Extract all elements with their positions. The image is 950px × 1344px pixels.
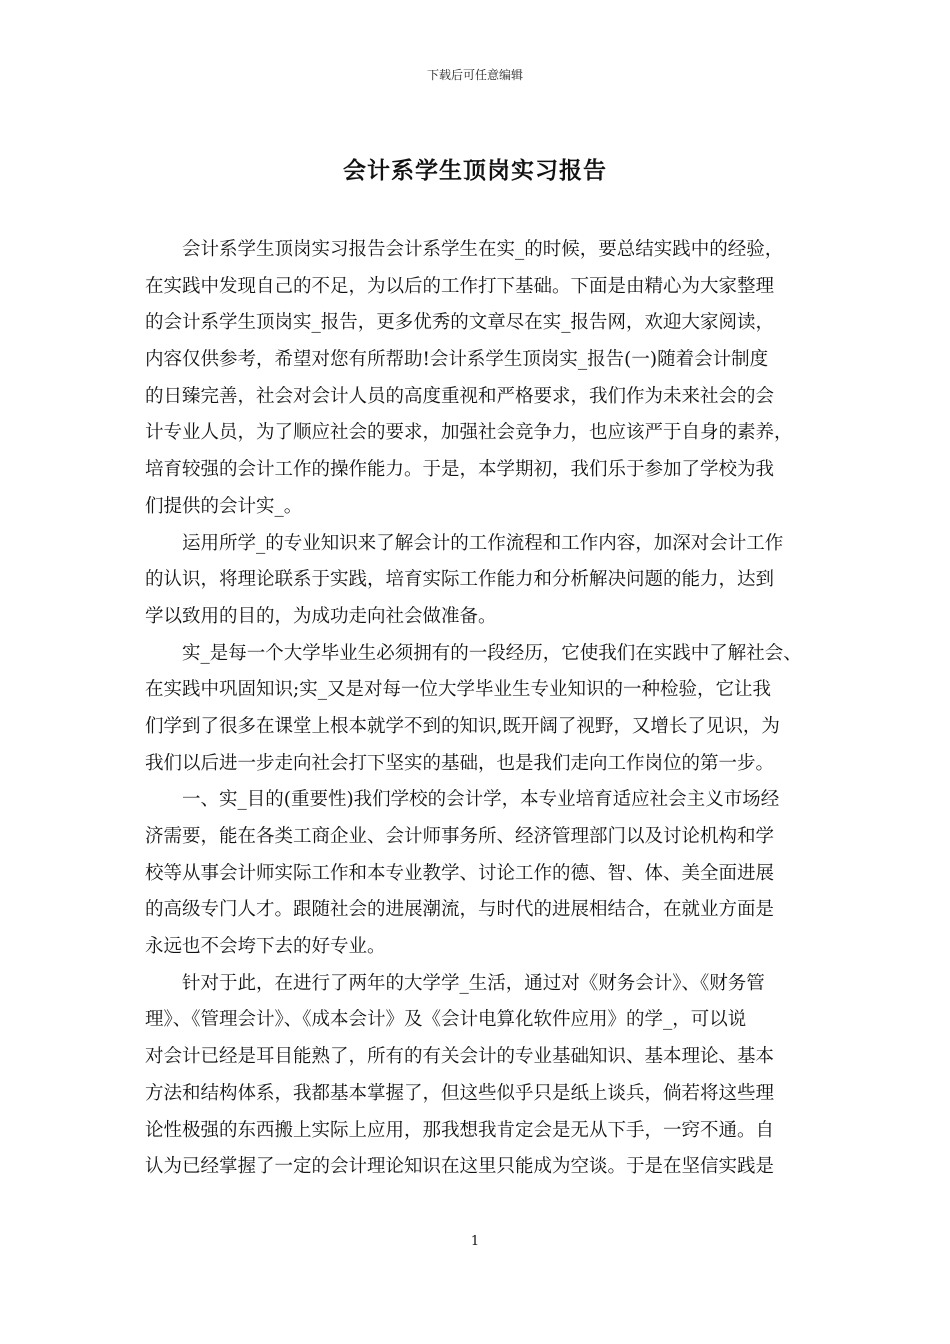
text-line: 们提供的会计实_。: [145, 495, 303, 517]
text-line: 实_是每一个大学毕业生必须拥有的一段经历，它使我们在实践中了解社会、: [182, 642, 802, 664]
text-line: 校等从事会计师实际工作和本专业教学、讨论工作的德、智、体、美全面进展: [145, 862, 775, 884]
text-line: 永远也不会垮下去的好专业。: [145, 936, 386, 958]
text-line: 方法和结构体系，我都基本掌握了，但这些似乎只是纸上谈兵，倘若将这些理: [145, 1082, 775, 1104]
text-line: 认为已经掌握了一定的会计理论知识在这里只能成为空谈。于是在坚信实践是: [145, 1156, 775, 1178]
text-line: 我们以后进一步走向社会打下坚实的基础，也是我们走向工作岗位的第一步。: [145, 752, 775, 774]
text-line: 济需要，能在各类工商企业、会计师事务所、经济管理部门以及讨论机构和学: [145, 826, 775, 847]
text-line: 在实践中发现自己的不足，为以后的工作打下基础。下面是由精心为大家整理: [145, 275, 775, 297]
document-body: [145, 232, 810, 1186]
text-line: 的会计系学生顶岗实_报告，更多优秀的文章尽在实_报告网，欢迎大家阅读，: [145, 312, 775, 334]
text-line: 的认识，将理论联系于实践，培育实际工作能力和分析解决问题的能力，达到: [145, 569, 775, 591]
text-line: 内容仅供参考，希望对您有所帮助!会计系学生顶岗实_报告(一)随着会计制度: [145, 349, 769, 371]
text-line: 计专业人员，为了顺应社会的要求，加强社会竞争力，也应该严于自身的素养，: [145, 422, 793, 444]
text-line: 的日臻完善，社会对会计人员的高度重视和严格要求，我们作为未来社会的会: [145, 385, 775, 407]
text-line: 的高级专门人才。跟随社会的进展潮流，与时代的进展相结合，在就业方面是: [145, 899, 775, 921]
text-line: 针对于此，在进行了两年的大学学_生活，通过对《财务会计》、《财务管: [182, 972, 765, 994]
text-line: 运用所学_的专业知识来了解会计的工作流程和工作内容，加深对会计工作: [182, 532, 784, 554]
document-title: 会计系学生顶岗实习报告: [343, 158, 607, 184]
text-line: 对会计已经是耳目能熟了，所有的有关会计的专业基础知识、基本理论、基本: [145, 1046, 775, 1068]
text-line: 在实践中巩固知识;实_又是对每一位大学毕业生专业知识的一种检验，它让我: [145, 679, 771, 701]
text-line: 论性极强的东西搬上实际上应用，那我想我肯定会是无从下手，一窍不通。自: [145, 1119, 775, 1141]
text-line: 们学到了很多在课堂上根本就学不到的知识,既开阔了视野，又增长了见识，为: [145, 715, 780, 737]
text-line: 一、实_目的(重要性)我们学校的会计学，本专业培育适应社会主义市场经: [182, 789, 780, 811]
text-line: 培育较强的会计工作的操作能力。于是，本学期初，我们乐于参加了学校为我: [145, 459, 775, 481]
header-note: 下载后可任意编辑: [426, 68, 523, 82]
page-number: 1: [470, 1234, 480, 1249]
text-line: 学以致用的目的，为成功走向社会做准备。: [145, 605, 497, 627]
text-line: 理》、《管理会计》、《成本会计》及《会计电算化软件应用》的学_，可以说: [145, 1009, 747, 1031]
text-line: 会计系学生顶岗实习报告会计系学生在实_的时候，要总结实践中的经验，: [182, 239, 784, 260]
